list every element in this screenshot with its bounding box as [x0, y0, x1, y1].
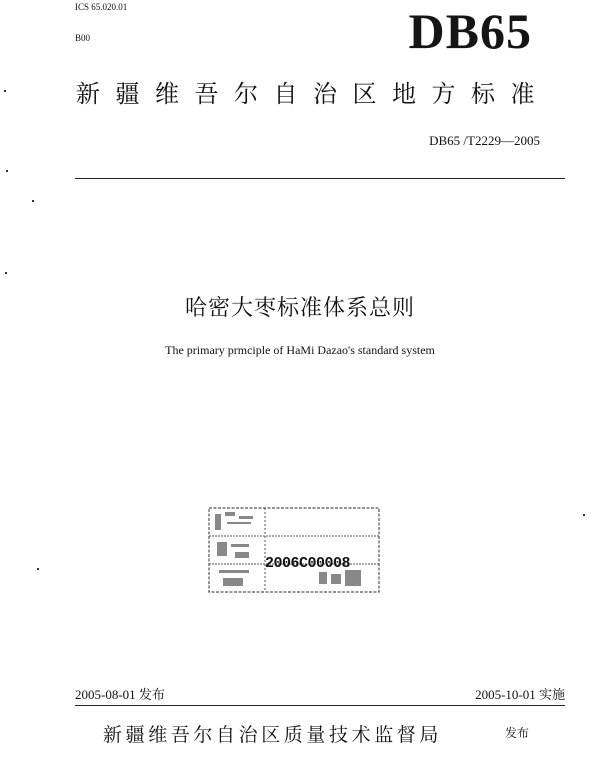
implement-date: 2005-10-01 实施 — [475, 687, 565, 702]
issue-label: 发布 — [505, 726, 530, 740]
document-title-chinese: 哈密大枣标准体系总则 — [184, 296, 415, 321]
ics-code: ICS 65.020.01 — [75, 2, 128, 12]
document-title-english: The primary prmciple of HaMi Dazao's standard system — [165, 343, 435, 357]
publish-date: 2005-08-01 发布 — [75, 687, 165, 702]
scan-speck — [5, 272, 7, 274]
stamp-number: 2006C00008 — [265, 555, 351, 572]
standard-type-heading: 新疆维吾尔自治区地方标准 — [76, 80, 550, 108]
issuing-authority: 新疆维吾尔自治区质量技术监督局 — [103, 724, 443, 746]
scan-speck — [6, 170, 8, 172]
scan-speck — [4, 90, 6, 92]
scan-speck — [37, 568, 39, 570]
registration-stamp — [207, 504, 382, 594]
footer-divider — [75, 705, 565, 706]
classification-code: B00 — [75, 33, 91, 43]
standard-logo: DB65 — [408, 3, 532, 59]
header-divider — [75, 178, 565, 179]
scan-speck — [32, 200, 34, 202]
scan-speck — [583, 514, 585, 516]
standard-number: DB65 /T2229—2005 — [429, 133, 540, 148]
